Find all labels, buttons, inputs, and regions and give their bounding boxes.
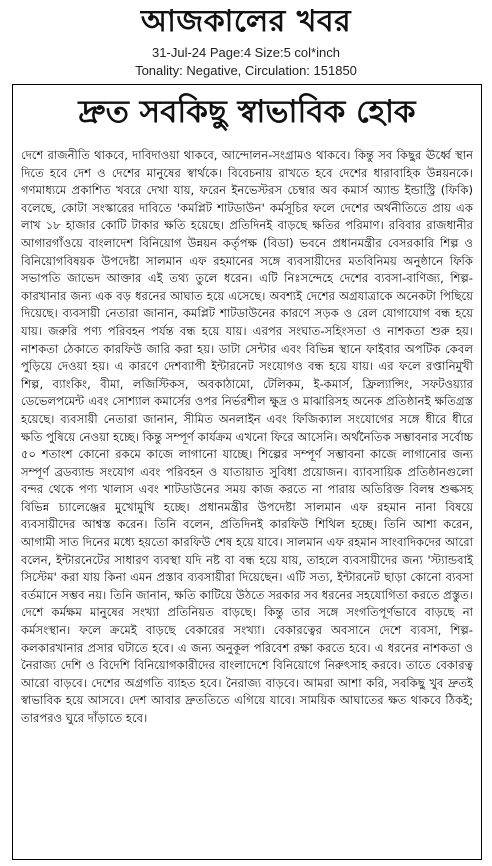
article-paragraph: দেশে রাজনীতি থাকবে, দাবিদাওয়া থাকবে, আন্দোলন-সংগ্রামও থাকবে। কিন্তু সব কিছুর ঊর্ধ্বে স্থান দিতে হবে দেশ ও দেশের মানুষের স্বার্থকে। বিবেচনায় রাখতে হবে দেশের ধারাবাহিক উন্নয়নকে। গণমাধ্যমে প্রকাশিত খবরে দেখা যায়, ফরেন ইনভেস্টরস চেম্বার অব কমার্স অ্যান্ড ইন্ডাস্ট্রি (ফিকি) বলেছে, কোটা সংস্কারের দাবিতে 'কমপ্লিট শাটডাউন' কর্মসূচির ফলে দেশের অর্থনীতিতে প্রায় এক লাখ ১৮ হাজার কোটি টাকার ক্ষতি হয়েছে। প্রতিদিনই বাড়ছে ক্ষতির পরিমাণ। রবিবার রাজধানীর আগারগাঁওয়ে বাংলাদেশ বিনিয়োগ উন্নয়ন কর্তৃপক্ষ (বিডা) ভবনে প্রধানমন্ত্রীর বেসরকারি শিল্প ও বিনিয়োগবিষয়ক উপদেষ্টা সালমান এফ রহমানের সঙ্গে ব্যবসায়ীদের মতবিনিময় অনুষ্ঠানে ফিকি সভাপতি জাভেদ আক্তার এই তথ্য তুলে ধরেন। এটি নিঃসন্দেহে দেশের ব্যবসা-বাণিজ্য, শিল্প-কারখানার জন্য এক বড় ধরনের আঘাত হয়ে এসেছে। অবশ্যই দেশের অগ্রযাত্রাকে অনেকটা পিছিয়ে দিয়েছে। ব্যবসায়ী নেতারা জানান, কমপ্লিট শাটডাউনের কারণে সড়ক ও রেল যোগাযোগ বন্ধ হয়ে যায়। জরুরি পণ্য পরিবহন পর্যন্ত বন্ধ হয়ে যায়। এরপর সংঘাত-সহিংসতা ও নাশকতা শুরু হয়। নাশকতা ঠেকাতে কারফিউ জারি করা হয়। ডাটা সেন্টার এবং বিভিন্ন স্থানে ফাইবার অপটিক কেবল পুড়িয়ে দেওয়া হয়। এ কারণে দেশব্যাপী ইন্টারনেট সংযোগও বন্ধ হয়ে যায়। এর ফলে রপ্তানিমুখী শিল্প, ব্যাংকিং, বীমা, লজিস্টিকস, অবকাঠামো, টেলিকম, ই-কমার্স, ফ্রিল্যান্সিং, সফটওয়্যার ডেভেলপমেন্ট এবং সোশ্যাল কমার্সের ওপর নির্ভরশীল ক্ষুদ্র ও মাঝারিসহ অনেক প্রতিষ্ঠানই ক্ষতিগ্রস্ত হয়েছে। ব্যবসায়ী নেতারা জানান, সীমিত অনলাইন এবং ফিজিক্যাল সংযোগের সঙ্গে ধীরে ধীরে ক্ষতি পুষিয়ে নেওয়া হচ্ছে। কিন্তু সম্পূর্ণ কার্যক্রম এখনো ফিরে আসেনি। অর্থনৈতিক সম্ভাবনার সর্বোচ্চ ৫০ শতাংশ কোনো রকমে কাজে লাগানো যাচ্ছে। শিল্পের সম্পূর্ণ সম্ভাবনা কাজে লাগানোর জন্য সম্পূর্ণ ব্রডব্যান্ড সংযোগ এবং পরিবহন ও যাতায়াত সুবিধা প্রয়োজন। ব্যাবসায়িক প্রতিষ্ঠানগুলো বন্দর থেকে পণ্য খালাস এবং শাটডাউনের সময় কাজ করতে না পারায় অতিরিক্ত বিলম্ব শুল্কসহ বিভিন্ন চ্যালেঞ্জের মুখোমুখি হচ্ছে। প্রধানমন্ত্রীর উপদেষ্টা সালমান এফ রহমান নানা বিষয়ে ব্যবসায়ীদের আশ্বস্ত করেন। তিনি বলেন, প্রতিদিনই কারফিউ শিথিল হচ্ছে। তিনি আশা করেন, আগামী সাত দিনের মধ্যে হয়তো কারফিউ শেষ হয়ে যাবে। সালমান এফ রহমান সাংবাদিকদের আরো বলেন, ইন্টারনেটের সাধারণ ব্যবস্থা যদি নষ্ট বা বন্ধ হয়ে যায়, তাহলে ব্যবসায়ীদের জন্য 'স্ট্যান্ডবাই সিস্টেম' করা যায় কিনা এমন প্রস্তাব ব্যবসায়ীরা দিয়েছেন। এটি সত্য, ইন্টারনেট ছাড়া কোনো ব্যবসা বর্তমানে সম্ভব নয়। তিনি জানান, ক্ষতি কাটিয়ে উঠতে সরকার সব ধরনের সহযোগিতা করতে প্রস্তুত। দেশে কর্মক্ষম মানুষের সংখ্যা প্রতিনিয়ত বাড়ছে। কিন্তু তার সঙ্গে সংগতিপূর্ণভাবে বাড়ছে না কর্মসংস্থান। ফলে ক্রমেই বাড়ছে বেকারের সংখ্যা। বেকারত্বের অবসানে দেশে ব্যবসা, শিল্প-কলকারখানার প্রসার ঘটাতে হবে। এ জন্য অনুকূল পরিবেশ রক্ষা করতে হবে। এ ধরনের নাশকতা ও নৈরাজ্য দেশি ও বিদেশি বিনিয়োগকারীদের বাংলাদেশে বিনিয়োগে নিরুৎসাহ করবে। তাতে বেকারত্ব আরো বাড়বে। দেশের অগ্রগতি ব্যাহত হবে। নৈরাজ্য বাড়বে। আমরা আশা করি, সবকিছু খুব দ্রুতই স্বাভাবিক হয়ে আসবে। দেশ আবার দ্রুততিতে এগিয়ে যাবে। সাময়িক আঘাতের ক্ষত থাকবে ঠিকই; তারপরও ঘুরে দাঁড়াতে হবে।	[21, 148, 473, 725]
article-body	[21, 147, 473, 853]
article-headline: দ্রুত সবকিছু স্বাভাবিক হোক	[78, 94, 416, 130]
article-box	[12, 84, 482, 860]
clip-info-tonality-circulation: Tonality: Negative, Circulation: 151850	[135, 63, 357, 78]
clip-info-date-page: 31-Jul-24 Page:4 Size:5 col*inch	[152, 45, 340, 60]
newspaper-masthead: আজকালের খবর	[140, 4, 352, 39]
